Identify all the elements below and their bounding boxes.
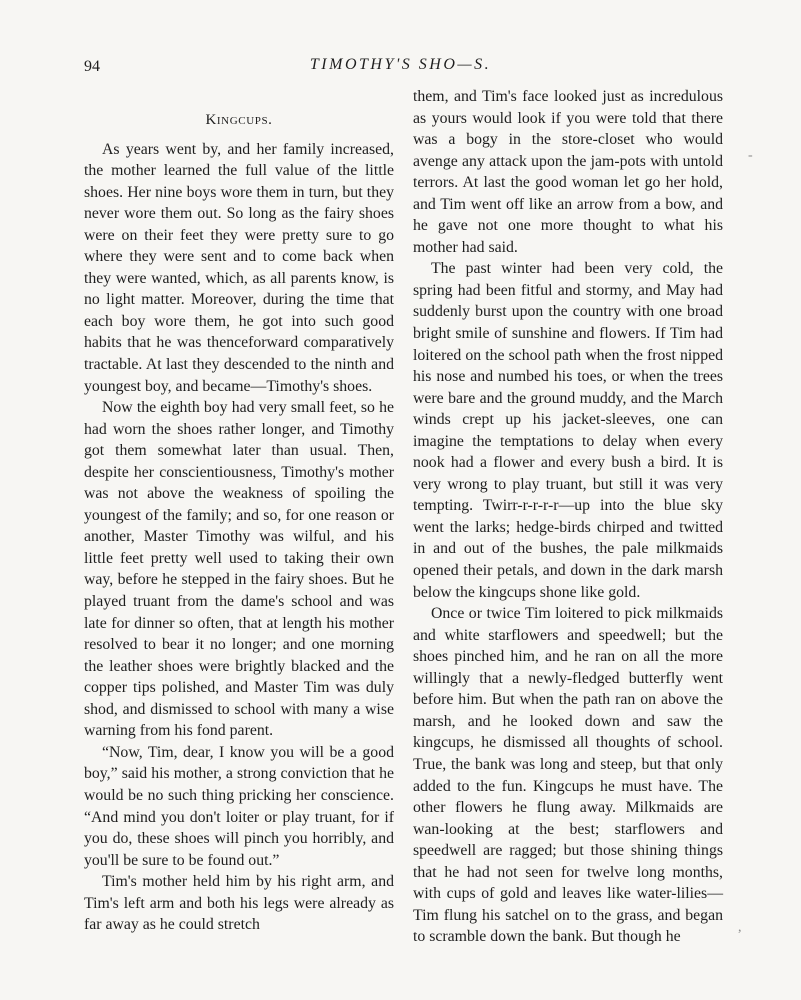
paragraph: “Now, Tim, dear, I know you will be a good boy,” said his mother, a strong conviction that he would be no such thing pricking her conscience. “And mind you don't loiter or play truant, for if you do, these shoes will pinch you horribly, and you'll be sure to be found out.” <box>84 743 394 869</box>
paragraph: them, and Tim's face looked just as incredulous as yours would look if you were told that there was a bogy in the store-closet who would avenge any attack upon the jam-pots with untold terrors. At last the good woman let go her hold, and Tim went off like an arrow from a bow, and he gave not one more thought to what his mother had said. <box>413 88 723 256</box>
paragraph: Now the eighth boy had very small feet, so he had worn the shoes rather longer, and Timothy got them somewhat later than usual. Then, despite her conscientiousness, Timothy's mother was not above the weakness of spoiling the youngest of the family; and so, for one reason or another, Master Timothy was wilful, and his little feet pretty well used to taking their own way, before he stepped in the fairy shoes. But he played truant from the dame's school and was late for dinner so often, that at length his mother resolved to bear it no longer; and one morning the leather shoes were brightly blacked and the copper tips polished, and Master Tim was duly shod, and dismissed to school with many a wise warning from his fond parent. <box>84 399 394 740</box>
right-column <box>413 86 723 948</box>
paragraph: Once or twice Tim loitered to pick milkmaids and white starflowers and speedwell; but the shoes pinched him, and he ran on all the more willingly that a newly-fledged butterfly went before him. But when the path ran on above the marsh, and he looked down and saw the kingcups, he dismissed all thoughts of school. True, the bank was long and steep, but that only added to the fun. Kingcups he must have. The other flowers he flung away. Milkmaids are wan-looking at the best; starflowers and speedwell are ragged; but those shining things that he had not seen for twelve long months, with cups of gold and leaves like water-lilies—Tim flung his satchel on to the grass, and began to scramble down the bank. But though he <box>413 605 723 946</box>
paragraph: Tim's mother held him by his right arm, and Tim's left arm and both his legs were already as far away as he could stretch <box>84 873 394 934</box>
stray-mark: , <box>738 920 742 935</box>
left-column <box>84 86 394 936</box>
stray-mark: - <box>748 148 753 163</box>
running-title: TIMOTHY'S SHO—S. <box>309 56 492 73</box>
section-heading: Kingcups. <box>205 112 273 128</box>
paragraph: As years went by, and her family increased, the mother learned the full value of the little shoes. Her nine boys wore them in turn, but they never wore them out. So long as the fairy shoes were on their feet they were pretty sure to go where they were sent and to come back when they were wanted, which, as all parents know, is no light matter. Moreover, during the time that each boy wore them, he got into such good habits that he was thenceforward comparatively tractable. At last they descended to the ninth and youngest boy, and became—Timothy's shoes. <box>84 140 394 395</box>
page-number: 94 <box>84 58 100 75</box>
paragraph: The past winter had been very cold, the spring had been fitful and stormy, and May had suddenly burst upon the country with one broad bright smile of sunshine and flowers. If Tim had loitered on the school path when the frost nipped his nose and numbed his toes, or when the trees were bare and the ground muddy, and the March winds crept up his jacket-sleeves, one can imagine the temptations to delay when every nook had a flower and every bush a bird. It is very wrong to play truant, but still it was very tempting. Twirr-r-r-r-r—up into the blue sky went the larks; hedge-birds chirped and twitted in and out of the bushes, the pale milkmaids opened their petals, and down in the dark marsh below the kingcups shone like gold. <box>413 260 723 601</box>
